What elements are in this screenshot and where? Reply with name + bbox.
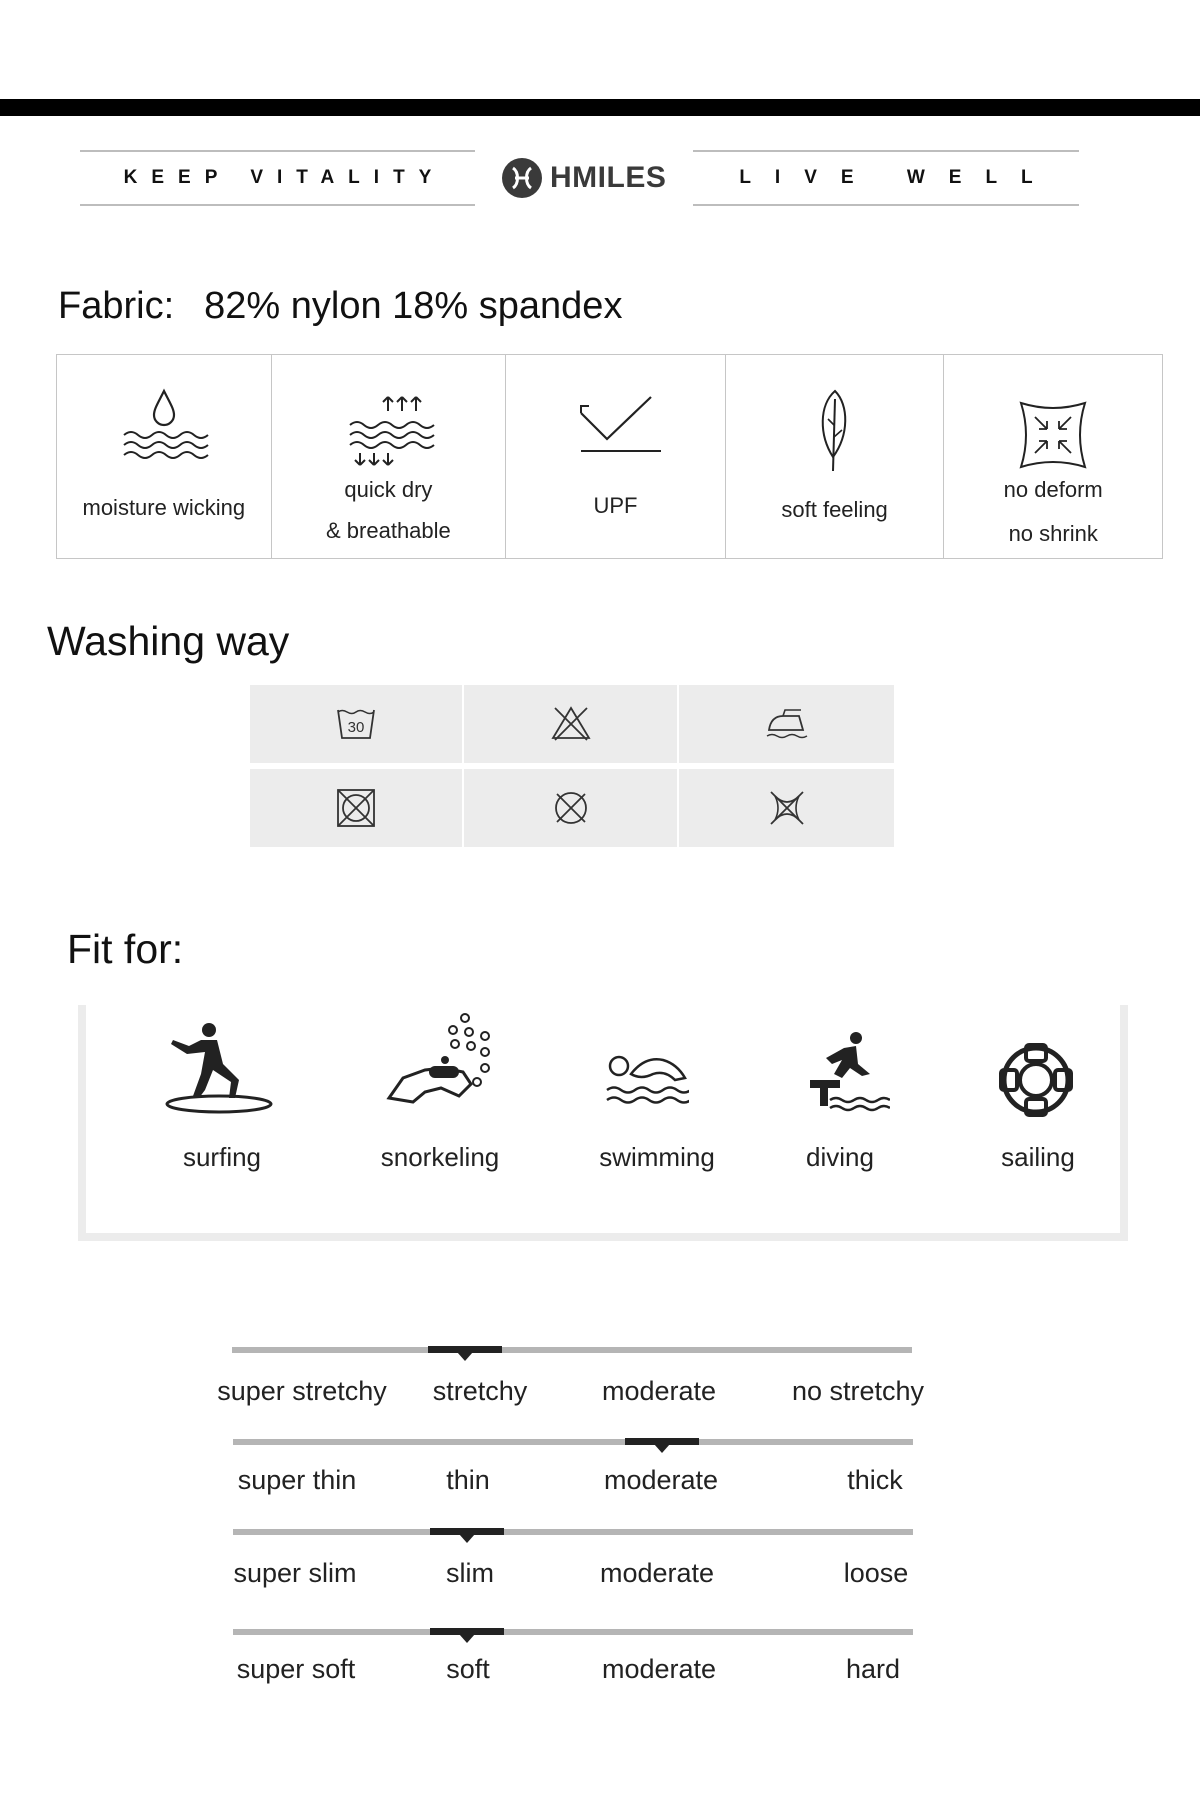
brand-mark-icon bbox=[500, 156, 544, 200]
slogan-right-band bbox=[693, 150, 1079, 206]
feature-label-line-1: no deform bbox=[1003, 477, 1103, 502]
water-drop-waves-icon bbox=[114, 387, 214, 467]
surfing-icon bbox=[165, 1018, 275, 1114]
wash-cell bbox=[464, 769, 679, 847]
do-not-dry-clean-icon bbox=[549, 786, 593, 830]
feature-label-line-2: no shrink bbox=[1008, 521, 1098, 546]
do-not-bleach-icon bbox=[549, 704, 593, 744]
scale-marker bbox=[430, 1528, 504, 1535]
scale-marker bbox=[430, 1628, 504, 1635]
fabric-heading bbox=[58, 285, 622, 328]
feature-moisture-wicking bbox=[57, 355, 272, 558]
washing-symbols-grid bbox=[250, 685, 896, 847]
scale-label: moderate bbox=[599, 1558, 715, 1588]
feature-label: soft feeling bbox=[781, 497, 888, 522]
scale-track bbox=[233, 1529, 913, 1535]
scale-label: super thin bbox=[237, 1465, 357, 1495]
scale-track bbox=[233, 1629, 913, 1635]
feature-label-line-1: quick dry bbox=[344, 477, 433, 502]
fabric-label: Fabric: bbox=[58, 285, 175, 327]
scale-label: thick bbox=[847, 1465, 903, 1495]
scale-label: thin bbox=[446, 1465, 490, 1495]
scale-label: loose bbox=[843, 1558, 909, 1588]
brand-name: HMILES bbox=[550, 161, 667, 194]
swimming-icon bbox=[605, 1052, 689, 1112]
feature-no-deform bbox=[944, 355, 1162, 558]
do-not-wring-icon bbox=[765, 786, 809, 830]
scale-track bbox=[233, 1439, 913, 1445]
scale-label: super stretchy bbox=[217, 1376, 387, 1406]
scale-label: moderate bbox=[601, 1654, 717, 1684]
wash-cell bbox=[679, 685, 894, 763]
washing-heading: Washing way bbox=[47, 618, 290, 664]
sport-label: sailing bbox=[1001, 1142, 1075, 1172]
scale-track bbox=[232, 1347, 912, 1353]
wash-cell bbox=[464, 685, 679, 763]
feature-label: UPF bbox=[593, 493, 638, 518]
scale-label: hard bbox=[845, 1654, 901, 1684]
scale-label: slim bbox=[446, 1558, 494, 1588]
brand-logo bbox=[500, 152, 680, 204]
snorkeling-icon bbox=[385, 1012, 495, 1114]
fit-for-heading: Fit for: bbox=[67, 926, 184, 972]
evaporation-waves-icon bbox=[338, 387, 438, 477]
scale-label: moderate bbox=[601, 1376, 717, 1406]
diving-icon bbox=[806, 1030, 890, 1114]
fabric-composition: 82% nylon 18% spandex bbox=[204, 285, 623, 327]
sport-label: surfing bbox=[182, 1142, 262, 1172]
sport-label: swimming bbox=[599, 1142, 715, 1172]
shrink-arrows-icon bbox=[1013, 395, 1093, 475]
fabric-features bbox=[56, 354, 1163, 559]
lifebuoy-icon bbox=[998, 1042, 1074, 1118]
feature-soft-feeling bbox=[726, 355, 945, 558]
wash-cell bbox=[250, 685, 464, 763]
slogan-left: KEEP VITALITY bbox=[123, 167, 446, 188]
do-not-tumble-dry-icon bbox=[334, 786, 378, 830]
wash-temp: 30 bbox=[347, 719, 365, 736]
top-rule bbox=[0, 99, 1200, 116]
low-iron-icon bbox=[763, 704, 811, 744]
scale-label: super soft bbox=[236, 1654, 356, 1684]
machine-wash-30-icon bbox=[334, 704, 378, 744]
feature-upf bbox=[506, 355, 726, 558]
scale-label: no stretchy bbox=[791, 1376, 925, 1406]
feature-label-line-2: & breathable bbox=[326, 518, 451, 543]
feature-quick-dry bbox=[272, 355, 507, 558]
sport-label: diving bbox=[806, 1142, 874, 1172]
scale-marker bbox=[625, 1438, 699, 1445]
scale-label: super slim bbox=[233, 1558, 357, 1588]
scale-marker bbox=[428, 1346, 502, 1353]
checkmark-icon bbox=[565, 391, 665, 461]
wash-cell bbox=[250, 769, 464, 847]
slogan-right: LIVE WELL bbox=[739, 167, 1057, 188]
wash-cell bbox=[679, 769, 894, 847]
scale-label: moderate bbox=[603, 1465, 719, 1495]
feather-icon bbox=[805, 385, 865, 475]
slogan-left-band bbox=[80, 150, 475, 206]
scale-label: stretchy bbox=[432, 1376, 528, 1406]
scale-label: soft bbox=[446, 1654, 490, 1684]
sport-label: snorkeling bbox=[380, 1142, 500, 1172]
feature-label: moisture wicking bbox=[82, 495, 246, 520]
